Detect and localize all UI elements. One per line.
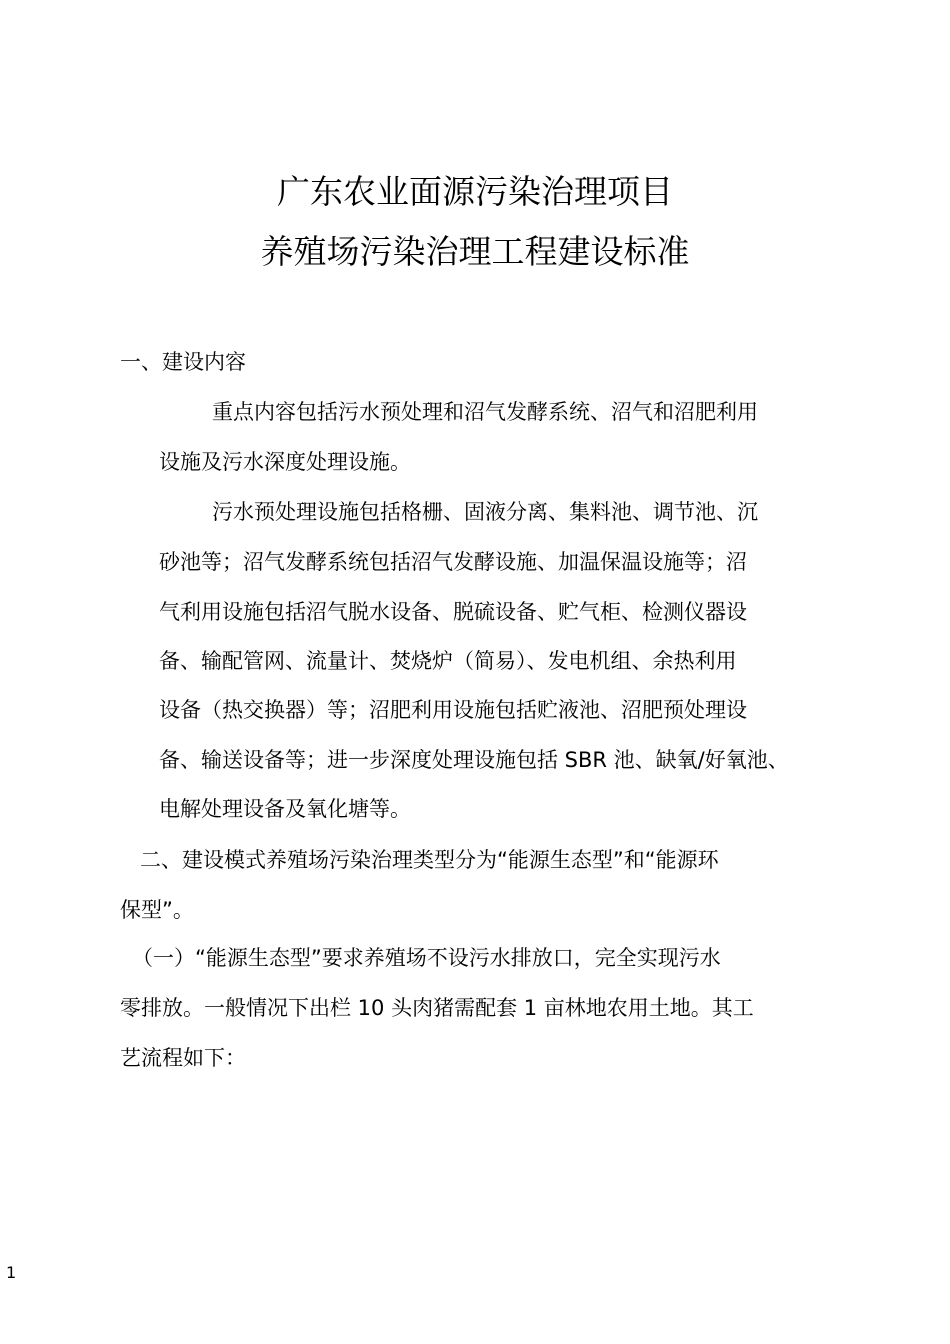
- section-1-para-2-line-7: 电解处理设备及氧化塘等。: [159, 797, 411, 821]
- section-1-para-2-line-1: 污水预处理设施包括格栅、固液分离、集料池、调节池、沉: [212, 500, 758, 524]
- section-1-para-2-line-2: 砂池等；沼气发酵系统包括沼气发酵设施、加温保温设施等；沼: [159, 550, 747, 574]
- subsection-1-line-1: （一）“能源生态型”要求养殖场不设污水排放口，完全实现污水: [132, 946, 721, 970]
- subsection-1-line-2: 零排放。一般情况下出栏 10 头肉猪需配套 1 亩林地农用土地。其工: [120, 996, 754, 1020]
- section-2-heading-line-2: 保型”。: [120, 898, 194, 922]
- section-1-para-2-line-6: 备、输送设备等；进一步深度处理设施包括 SBR 池、缺氧/好氧池、: [159, 748, 789, 772]
- section-1-para-2-line-3: 气利用设施包括沼气脱水设备、脱硫设备、贮气柜、检测仪器设: [159, 600, 747, 624]
- section-1-para-2-line-4: 备、输配管网、流量计、焚烧炉（简易）、发电机组、余热利用: [159, 649, 737, 673]
- document-title-line-2: 养殖场污染治理工程建设标准: [260, 232, 690, 271]
- page-number: 1: [6, 1263, 17, 1282]
- section-1-para-2-line-5: 设备（热交换器）等；沼肥利用设施包括贮液池、沼肥预处理设: [159, 698, 747, 722]
- document-title-line-1: 广东农业面源污染治理项目: [277, 172, 673, 211]
- section-1-para-1-line-2: 设施及污水深度处理设施。: [159, 450, 411, 474]
- section-2-heading-line-1: 二、建设模式养殖场污染治理类型分为“能源生态型”和“能源环: [140, 848, 719, 872]
- section-1-heading: 一、建设内容: [120, 350, 246, 374]
- subsection-1-line-3: 艺流程如下：: [120, 1046, 246, 1070]
- section-1-para-1-line-1: 重点内容包括污水预处理和沼气发酵系统、沼气和沼肥利用: [212, 400, 758, 424]
